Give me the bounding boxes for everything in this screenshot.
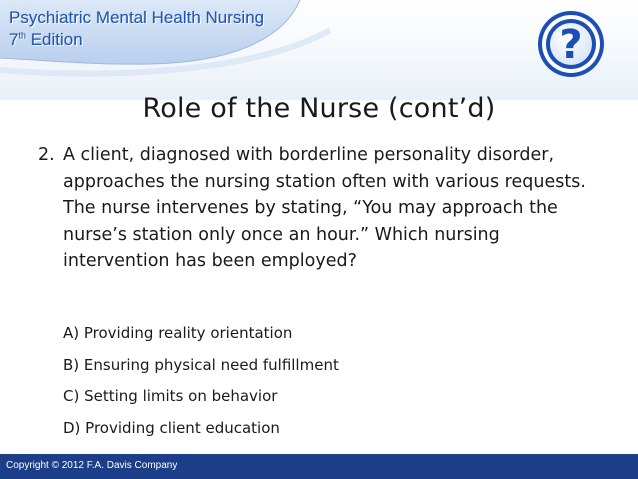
edition-word: Edition — [30, 30, 83, 49]
option-d: D) Providing client education — [63, 418, 280, 437]
slide-title: Role of the Nurse (cont’d) — [142, 93, 496, 124]
edition-suffix: th — [18, 30, 26, 41]
footer-bar — [0, 454, 638, 479]
question-block — [38, 142, 608, 275]
book-title — [9, 7, 264, 51]
answer-options — [63, 318, 339, 444]
edition-number: 7 — [9, 30, 19, 49]
copyright-text: Copyright © 2012 F.A. Davis Company — [6, 460, 178, 471]
option-c: C) Setting limits on behavior — [63, 387, 278, 405]
question-number: 2. — [38, 145, 55, 165]
edition-line — [9, 29, 264, 51]
question-mark-icon — [535, 8, 607, 80]
book-title-line1: Psychiatric Mental Health Nursing — [9, 8, 265, 27]
option-a: A) Providing reality orientation — [63, 324, 293, 342]
question-glyph: ? — [559, 22, 583, 68]
question-text: A client, diagnosed with borderline personality disorder, approaches the nursing station often with various requests. The nurse intervenes by stating, “You may approach the nurse’s station only once an hour.” Which nursing intervention has been employed? — [63, 145, 586, 271]
option-b: B) Ensuring physical need fulfillment — [63, 355, 339, 374]
